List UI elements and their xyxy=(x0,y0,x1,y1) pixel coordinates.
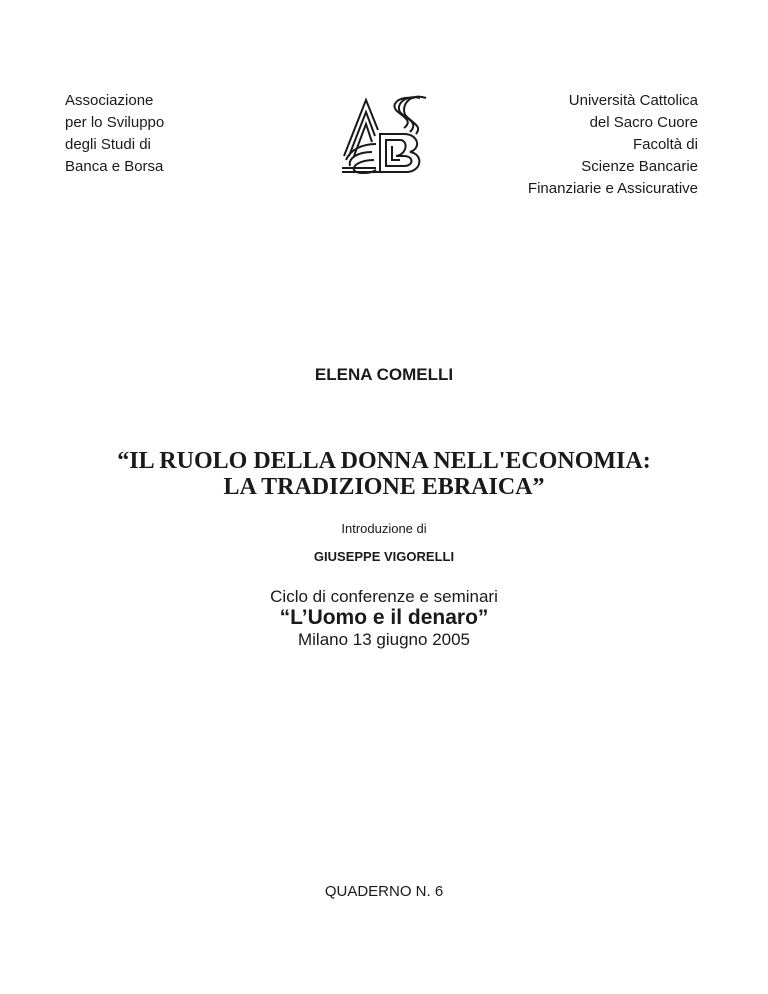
association-line: degli Studi di xyxy=(65,136,151,153)
introduction-label: Introduzione di xyxy=(341,521,427,536)
series-title: “L’Uomo e il denaro” xyxy=(279,606,489,629)
title-line-2: LA TRADIZIONE EBRAICA” xyxy=(223,474,545,500)
asb-logo-icon xyxy=(340,94,430,174)
university-line: Università Cattolica xyxy=(568,92,698,109)
university-line: Facoltà di xyxy=(632,136,698,153)
university-line: Scienze Bancarie xyxy=(581,158,698,175)
introduction-author: GIUSEPPE VIGORELLI xyxy=(313,549,455,564)
document-title xyxy=(0,448,768,500)
association-name xyxy=(65,90,164,178)
author-name: ELENA COMELLI xyxy=(314,365,454,384)
association-line: Associazione xyxy=(65,92,154,109)
university-name xyxy=(528,90,698,200)
university-line: Finanziarie e Assicurative xyxy=(527,180,698,197)
quaderno-number: QUADERNO N. 6 xyxy=(324,883,444,900)
association-line: Banca e Borsa xyxy=(65,158,164,175)
association-line: per lo Sviluppo xyxy=(65,114,165,131)
event-date: Milano 13 giugno 2005 xyxy=(297,630,471,649)
university-line: del Sacro Cuore xyxy=(589,114,698,131)
series-label: Ciclo di conferenze e seminari xyxy=(270,587,498,606)
title-line-1: “IL RUOLO DELLA DONNA NELL'ECONOMIA: xyxy=(117,448,651,474)
